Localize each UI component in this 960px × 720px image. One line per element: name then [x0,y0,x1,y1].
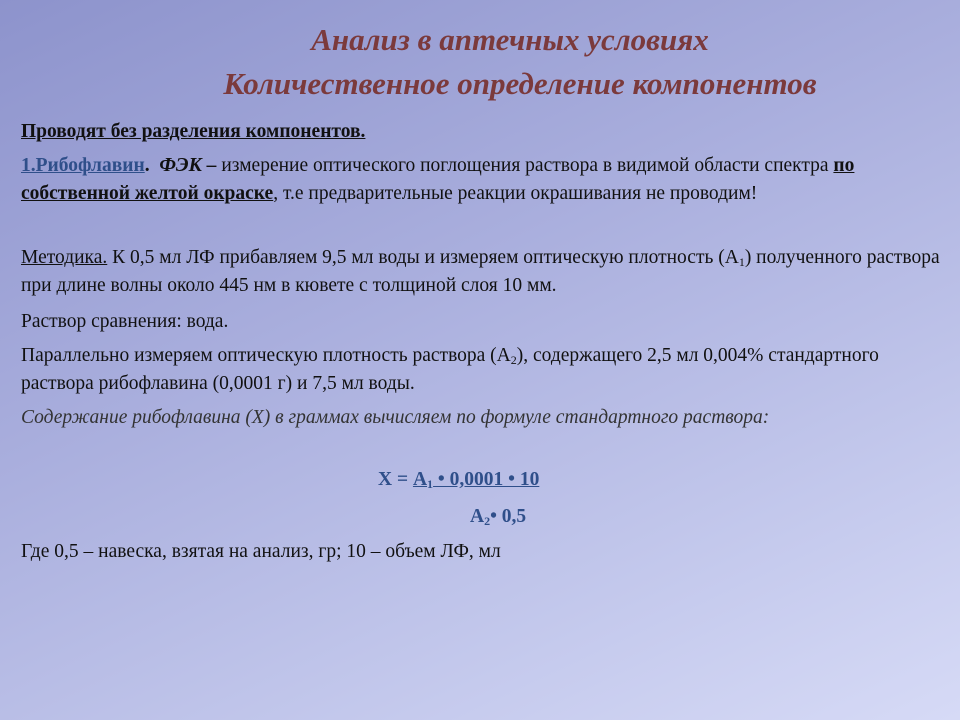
slide-title-line1: Анализ в аптечных условиях [311,22,709,57]
method-text-b: ) полученного раствора при длине волны около 445 нм в кювете с толщиной слоя 10 мм. [21,247,940,296]
paragraph-parallel [21,342,941,398]
paragraph-footnote: Где 0,5 – навеска, взятая на анализ, гр; 10 – объем ЛФ, мл [21,541,501,562]
method-text-a: К 0,5 мл ЛФ прибавляем 9,5 мл воды и измеряем оптическую плотность (А [107,247,739,268]
emphasis-text: по собственной желтой окраске [21,155,855,204]
slide-title-line2: Количественное определение компонентов [223,66,817,101]
intro-text: Проводят без разделения компонентов. [21,121,366,142]
formula-numerator-text: $А_1$ • 0,0001 • 10 [412,469,540,491]
method-label: Методика. [21,247,108,268]
riboflavin-text-b: , т.е предварительные реакции окрашивания не проводим! [273,183,758,204]
formula-denominator: $А_2•$ 0,5 [470,506,527,528]
parallel-text-a: Параллельно измеряем оптическую плотность раствора (А [21,345,511,366]
method-sub: 1 [738,255,745,269]
formula-lhs: Х = [378,469,413,490]
paragraph-reference: Раствор сравнения: вода. [21,311,229,332]
formula-numerator [378,466,539,494]
paragraph-formula-intro: Содержание рибофлавина (Х) в граммах вычисляем по формуле стандартного раствора: [21,407,770,428]
paragraph-method [21,244,941,300]
riboflavin-text-a: измерение оптического поглощения раствора в видимой области спектра [216,155,834,176]
parallel-text-b: ), содержащего 2,5 мл 0,004% стандартного раствора рибофлавина (0,0001 г) и 7,5 мл воды. [21,345,879,394]
parallel-sub: 2 [510,353,517,367]
paragraph-riboflavin [21,152,941,208]
method-fek: ФЭК – [159,155,217,176]
riboflavin-dot: . [144,155,150,176]
riboflavin-label: 1.Рибофлавин [21,155,145,176]
